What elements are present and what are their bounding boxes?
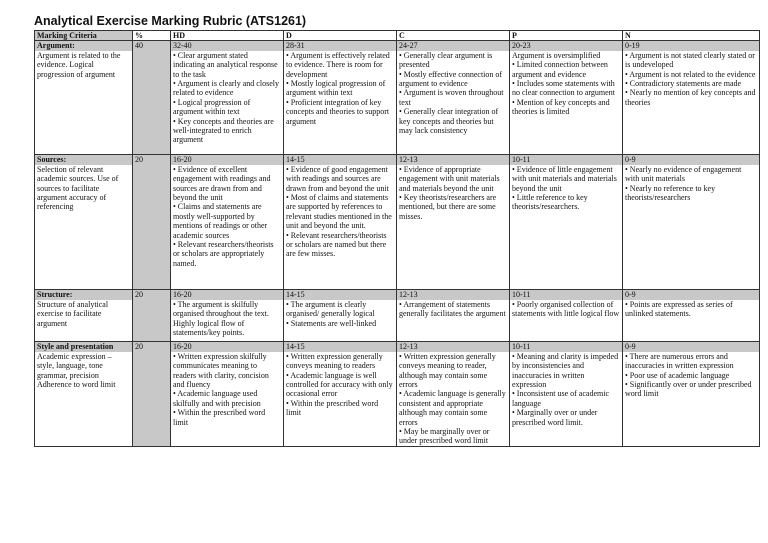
band-point: • Marginally over or under prescribed word limit. — [512, 408, 598, 427]
table-row — [35, 290, 760, 342]
band-cell-c — [397, 290, 510, 342]
band-range: 0-9 — [623, 290, 759, 299]
band-point: • May be marginally over or under prescribed word limit — [399, 427, 490, 446]
band-point: • Argument is effectively related to evidence. There is room for development — [286, 50, 390, 79]
band-cell-d — [284, 342, 397, 446]
band-point: • Significantly over or under prescribed word limit — [625, 380, 752, 399]
band-cell-p — [510, 342, 623, 446]
band-range: 20-23 — [510, 41, 622, 50]
band-cell-c — [397, 342, 510, 446]
criterion-cell — [35, 41, 133, 155]
header-criteria: Marking Criteria — [35, 31, 133, 41]
band-point: • Key concepts and theories are well-integrated to enrich argument — [173, 116, 274, 145]
band-point: • Most of claims and statements are supported by references to relevant studies mentioned in the unit and beyond the unit. — [286, 193, 392, 231]
band-point: • Nearly no reference to key theorists/researchers — [625, 183, 716, 203]
criterion-description: Academic expression – style, language, tone grammar, precision Adherence to word limit — [37, 351, 116, 390]
criterion-description: Selection of relevant academic sources. Use of sources to facilitate argument accuracy of referencing — [37, 164, 119, 212]
header-hd: HD — [171, 31, 284, 41]
band-cell-n — [623, 342, 760, 446]
band-point: • Academic language used skilfully and with precision — [173, 389, 261, 408]
header-row — [35, 31, 760, 41]
band-range: 16-20 — [171, 290, 283, 299]
band-range: 14-15 — [284, 342, 396, 351]
band-point: • Proficient integration of key concepts and theories to support argument — [286, 97, 390, 126]
band-point: • Academic language is generally consistent and appropriate although may contain some errors — [399, 389, 506, 427]
percent-cell: 20 — [133, 342, 171, 446]
band-point: Argument is oversimplified — [512, 50, 601, 60]
band-cell-c — [397, 41, 510, 155]
criterion-cell — [35, 290, 133, 342]
band-point: • Logical progression of argument within text — [173, 97, 251, 117]
band-point: • The argument is clearly organised/ generally logical — [286, 299, 375, 319]
band-point: • Key theorists/researchers are mentioned, but there are some misses. — [399, 193, 497, 221]
band-range: 10-11 — [510, 155, 622, 164]
band-range: 14-15 — [284, 155, 396, 164]
band-range: 32-40 — [171, 41, 283, 50]
band-point: • Mostly logical progression of argument within text — [286, 79, 386, 98]
band-range: 16-20 — [171, 155, 283, 164]
band-point: • Relevant researchers/theorists or scholars are named but there are few misses. — [286, 230, 387, 259]
page-title: Analytical Exercise Marking Rubric (ATS1261) — [34, 14, 307, 28]
band-range: 16-20 — [171, 342, 283, 351]
table-row — [35, 342, 760, 446]
band-point: • Meaning and clarity is impeded by inconsistencies and inaccuracies in written expression — [512, 351, 619, 390]
band-cell-n — [623, 41, 760, 155]
band-point: • Nearly no mention of key concepts and theories — [625, 88, 756, 107]
band-point: • Within the prescribed word limit — [173, 408, 266, 427]
band-point: • Claims and statements are mostly well-supported by mentions of readings or other academic sources — [173, 202, 268, 240]
band-point: • Mostly effective connection of argument to evidence — [399, 69, 503, 89]
band-point: • Limited connection between argument and evidence — [512, 60, 608, 79]
band-cell-hd — [171, 155, 284, 290]
band-point: • Written expression generally conveys meaning to reader, although may contain some errors — [399, 351, 496, 390]
table-row — [35, 155, 760, 290]
band-point: • Evidence of little engagement with unit materials and materials beyond the unit — [512, 164, 617, 193]
band-range: 12-13 — [397, 290, 509, 299]
percent-cell: 40 — [133, 41, 171, 155]
band-point: • Generally clear integration of key concepts and theories but may lack consistency — [399, 107, 499, 136]
band-point: • Written expression generally conveys meaning to readers — [286, 351, 383, 371]
criterion-name: Style and presentation — [35, 342, 132, 351]
band-range: 10-11 — [510, 342, 622, 351]
band-point: • Clear argument stated indicating an analytical response to the task — [173, 50, 278, 79]
table-row — [35, 41, 760, 155]
band-point: • Argument is not related to the evidence — [625, 69, 756, 79]
band-point: • Poorly organised collection of statements with little logical flow — [512, 299, 620, 319]
percent-cell: 20 — [133, 155, 171, 290]
band-point: • Poor use of academic language — [625, 370, 730, 380]
band-cell-n — [623, 155, 760, 290]
band-range: 14-15 — [284, 290, 396, 299]
criterion-name: Structure: — [35, 290, 132, 299]
band-point: • Written expression skilfully communicates meaning to readers with clarity, concision and fluency — [173, 351, 269, 390]
header-n: N — [623, 31, 760, 41]
band-point: • Argument is clearly and closely related to evidence — [173, 79, 279, 98]
band-point: • Argument is not stated clearly stated or is undeveloped — [625, 50, 755, 70]
percent-cell: 20 — [133, 290, 171, 342]
header-c: C — [397, 31, 510, 41]
band-range: 0-19 — [623, 41, 759, 50]
band-point: • Argument is woven throughout text — [399, 88, 504, 107]
header-p: P — [510, 31, 623, 41]
band-point: • Nearly no evidence of engagement with unit materials — [625, 164, 742, 184]
band-point: • Academic language is well controlled for accuracy with only occasional error — [286, 370, 393, 399]
band-point: • Includes some statements with no clear connection to argument — [512, 79, 615, 98]
criterion-cell — [35, 155, 133, 290]
rubric-table — [34, 30, 760, 447]
band-cell-d — [284, 290, 397, 342]
band-cell-hd — [171, 290, 284, 342]
band-cell-p — [510, 290, 623, 342]
band-range: 10-11 — [510, 290, 622, 299]
band-point: • Evidence of good engagement with readings and sources are drawn from and beyond the unit — [286, 164, 389, 193]
band-cell-p — [510, 41, 623, 155]
header-percent: % — [133, 31, 171, 41]
criterion-description: Argument is related to the evidence. Logical progression of argument — [37, 50, 121, 79]
band-point: • Points are expressed as series of unlinked statements. — [625, 299, 733, 319]
band-point: • Evidence of appropriate engagement with unit materials and materials beyond the unit — [399, 164, 500, 193]
criterion-name: Sources: — [35, 155, 132, 164]
band-cell-hd — [171, 342, 284, 446]
band-cell-hd — [171, 41, 284, 155]
header-d: D — [284, 31, 397, 41]
band-point: • Contradictory statements are made — [625, 79, 742, 89]
band-cell-d — [284, 41, 397, 155]
band-cell-d — [284, 155, 397, 290]
band-point: • Evidence of excellent engagement with readings and sources are drawn from and beyond the unit — [173, 164, 271, 203]
band-range: 28-31 — [284, 41, 396, 50]
criterion-description: Structure of analytical exercise to facilitate argument — [37, 299, 109, 328]
band-point: • Statements are well-linked — [286, 318, 377, 328]
band-point: • Little reference to key theorists/researchers. — [512, 193, 588, 212]
band-point: • Arrangement of statements generally facilitates the argument — [399, 299, 506, 319]
band-point: • Generally clear argument is presented — [399, 50, 493, 70]
band-range: 12-13 — [397, 155, 509, 164]
band-range: 24-27 — [397, 41, 509, 50]
band-range: 12-13 — [397, 342, 509, 351]
band-point: • Mention of key concepts and theories is limited — [512, 97, 610, 117]
band-cell-p — [510, 155, 623, 290]
band-point: • The argument is skilfully organised throughout the text. Highly logical flow of statements/key points. — [173, 299, 269, 338]
band-cell-c — [397, 155, 510, 290]
band-point: • There are numerous errors and inaccuracies in written expression — [625, 351, 734, 371]
band-range: 0-9 — [623, 155, 759, 164]
band-point: • Within the prescribed word limit — [286, 398, 379, 418]
band-range: 0-9 — [623, 342, 759, 351]
band-cell-n — [623, 290, 760, 342]
criterion-cell — [35, 342, 133, 446]
band-point: • Relevant researchers/theorists or scholars are appropriately named. — [173, 240, 274, 268]
criterion-name: Argument: — [35, 41, 132, 50]
band-point: • Inconsistent use of academic language — [512, 389, 609, 408]
